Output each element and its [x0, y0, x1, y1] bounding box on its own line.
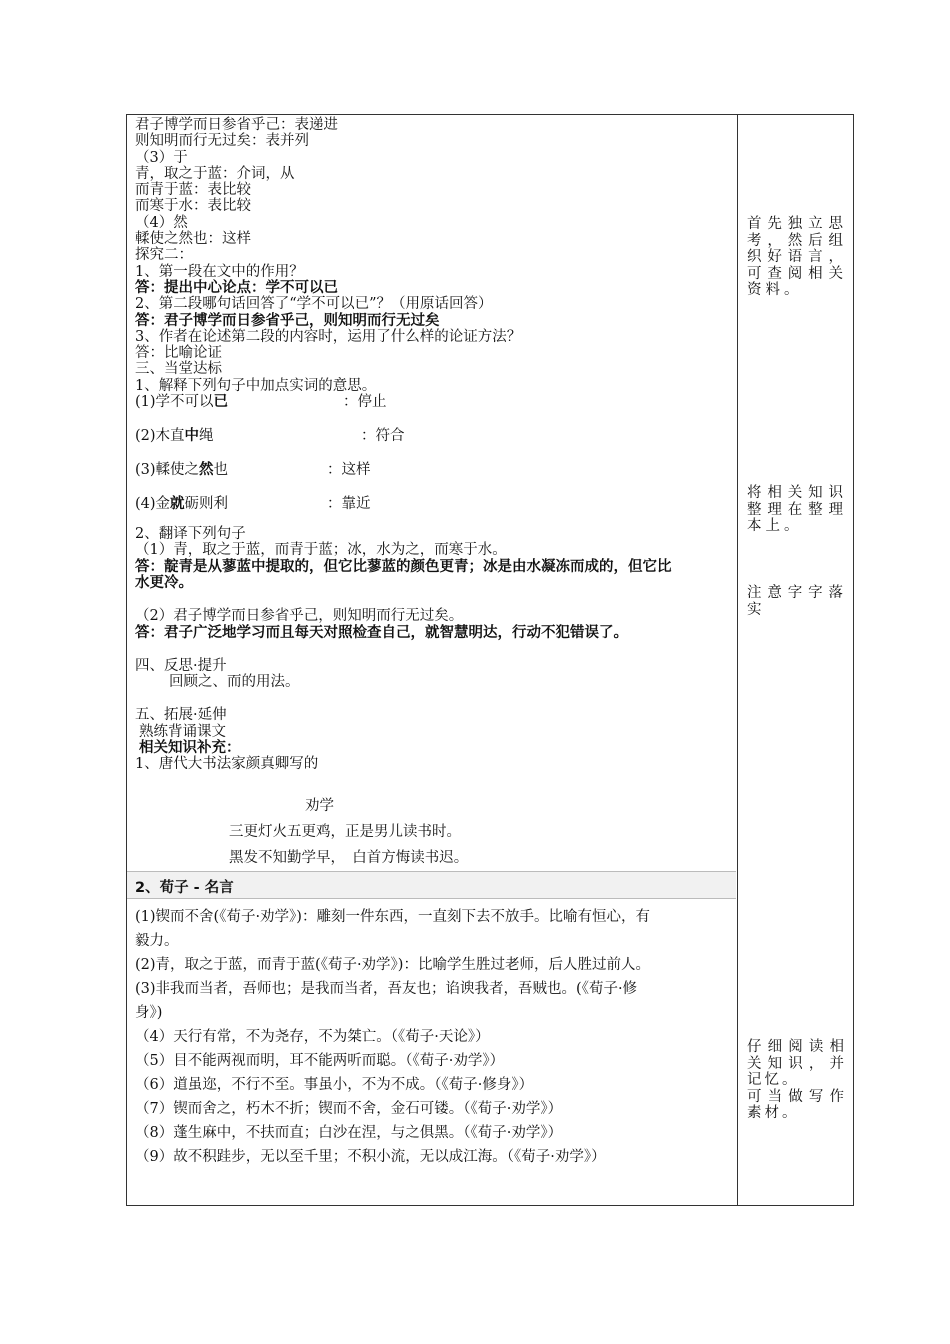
text-line: （4）然 — [135, 214, 188, 231]
word-definition: ：靠近 — [327, 496, 371, 513]
question-1: 1、第一段在文中的作用？ — [135, 263, 304, 280]
section-4-heading: 四、反思·提升 — [135, 657, 227, 674]
word-sentence: (3)輮使之然也 — [135, 461, 229, 479]
quote-item: (2)青，取之于蓝，而青于蓝(《荀子·劝学》)：比喻学生胜过老师，后人胜过前人。 — [135, 957, 650, 973]
word-definition: ：符合 — [361, 428, 405, 445]
supplement-1: 1、唐代大书法家颜真卿写的 — [135, 756, 319, 773]
column-divider — [737, 115, 738, 1205]
quote-item: 毅力。 — [135, 933, 179, 949]
text-line: 君子博学而日参省乎己：表递进 — [135, 117, 338, 133]
word-definition: ：停止 — [343, 394, 387, 411]
section-5-heading: 五、拓展·延伸 — [135, 707, 227, 724]
text-line: 则知明而行无过矣：表并列 — [135, 133, 309, 150]
word-item — [135, 428, 731, 462]
spacer — [135, 591, 731, 608]
word-sentence: (4)金就砺则利 — [135, 495, 229, 513]
translate-1-answer: 答：靛青是从蓼蓝中提取的，但它比蓼蓝的颜色更青；冰是由水凝冻而成的，但它比 — [135, 557, 672, 575]
answer-1: 答：提出中心论点：学不可以已 — [135, 278, 338, 296]
word-item — [135, 496, 731, 526]
section-2-title: 2、荀子 - 名言 — [135, 880, 234, 896]
lesson-table — [126, 114, 854, 1206]
translate-1-answer-cont: 水更冷。 — [135, 573, 193, 591]
section-4-body: 回顾之、而的用法。 — [169, 674, 300, 691]
word-sentence: (2)木直中绳 — [135, 427, 214, 445]
answer-3: 答：比喻论证 — [135, 345, 222, 362]
text-line: 輮使之然也：这样 — [135, 231, 251, 248]
question-2: 2、第二段哪句话回答了“学不可以已”？（用原话回答） — [135, 296, 493, 313]
section-divider — [127, 898, 736, 899]
quote-item: 身》) — [135, 1005, 163, 1021]
word-item — [135, 462, 731, 496]
quote-item: （8）蓬生麻中，不扶而直；白沙在涅，与之俱黑。（《荀子·劝学》） — [135, 1125, 563, 1141]
quotes-list — [135, 905, 731, 1169]
word-item — [135, 394, 731, 428]
poem-line: 黑发不知勤学早， 白首方悔读书迟。 — [229, 850, 469, 866]
task-1: 1、解释下列句子中加点实词的意思。 — [135, 377, 377, 394]
poem-title: 劝学 — [305, 798, 334, 814]
question-3: 3、作者在论述第二段的内容时，运用了什么样的论证方法？ — [135, 328, 522, 345]
translate-2-answer: 答：君子广泛地学习而且每天对照检查自己，就智慧明达，行动不犯错误了。 — [135, 623, 628, 641]
translate-1: （1）青，取之于蓝，而青于蓝；冰，水为之，而寒于水。 — [135, 542, 507, 559]
section-5-body: 熟练背诵课文 — [139, 723, 226, 740]
side-note-3: 注意字字落实 — [747, 585, 847, 618]
side-note-4b: 可当做写作素材。 — [747, 1088, 847, 1121]
side-note-4a: 仔细阅读相关知识，并记忆。 — [747, 1039, 847, 1088]
quote-item: （5）目不能两视而明，耳不能两听而聪。（《荀子·劝学》） — [135, 1053, 505, 1069]
supplement-heading: 相关知识补充： — [139, 739, 241, 757]
poem-line: 三更灯火五更鸡，正是男儿读书时。 — [229, 824, 461, 840]
task-2: 2、翻译下列句子 — [135, 526, 246, 543]
side-note-2: 将相关知识整理在整理本上。 — [747, 485, 847, 534]
answer-2: 答：君子博学而日参省乎己，则知明而行无过矣 — [135, 311, 440, 329]
quote-item: （7）锲而舍之，朽木不折；锲而不舍，金石可镂。（《荀子·劝学》） — [135, 1101, 563, 1117]
poem — [229, 793, 469, 871]
quote-item: （4）天行有常，不为尧存，不为桀亡。（《荀子·天论》） — [135, 1029, 490, 1045]
text-line: 而青于蓝：表比较 — [135, 182, 251, 199]
quote-item: （9）故不积跬步，无以至千里；不积小流，无以成江海。（《荀子·劝学》） — [135, 1149, 606, 1165]
text-line: 青，取之于蓝：介词，从 — [135, 165, 295, 182]
text-line: 探究二： — [135, 247, 193, 264]
main-column — [135, 117, 731, 773]
text-line: 而寒于水：表比较 — [135, 198, 251, 215]
quote-item: (3)非我而当者，吾师也；是我而当者，吾友也；谄谀我者，吾贼也。(《荀子·修 — [135, 981, 638, 997]
word-definition: ：这样 — [327, 462, 371, 479]
quote-item: （6）道虽迩，不行不至。事虽小，不为不成。（《荀子·修身》） — [135, 1077, 534, 1093]
text-line: （3）于 — [135, 149, 188, 166]
spacer — [135, 690, 731, 707]
translate-2: （2）君子博学而日参省乎己，则知明而行无过矣。 — [135, 608, 464, 625]
spacer — [135, 641, 731, 658]
side-note-1: 首先独立思考，然后组织好语言，可查阅相关资料。 — [747, 216, 847, 298]
quote-item: (1)锲而不舍(《荀子·劝学》)：雕刻一件东西，一直刻下去不放手。比喻有恒心，有 — [135, 909, 650, 925]
side-note-4 — [747, 1039, 847, 1122]
section-3-heading: 三、当堂达标 — [135, 361, 222, 378]
word-sentence: (1)学不可以已 — [135, 393, 229, 411]
